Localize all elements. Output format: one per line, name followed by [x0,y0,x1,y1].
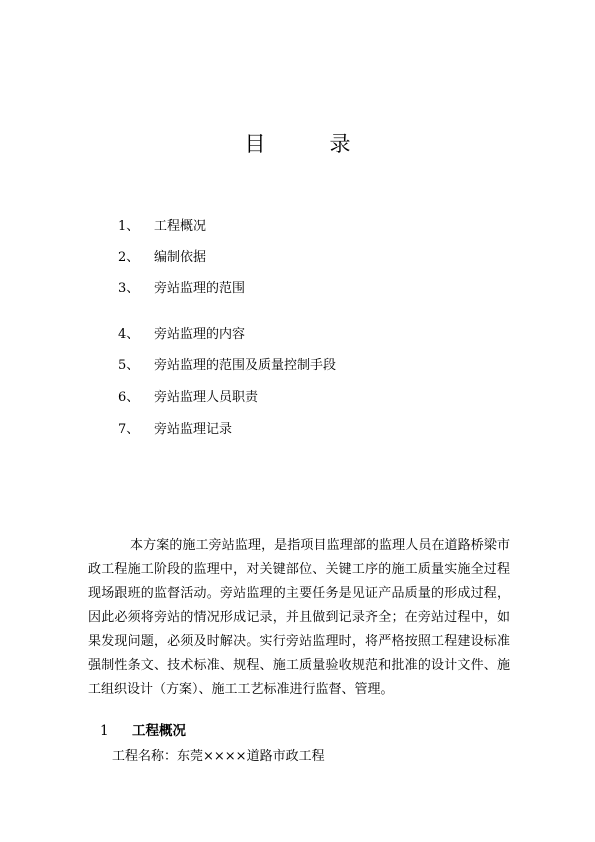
toc-item-number: 7、 [118,422,140,437]
section-heading [100,719,186,739]
project-name: 工程名称：东莞××××道路市政工程 [112,749,325,764]
title-char-2: 录 [329,132,351,156]
toc-item-number: 2、 [118,250,140,265]
toc-item-number: 1、 [118,219,140,234]
section-number: 1 [100,723,109,739]
title-char-1: 目 [244,132,266,156]
toc-item-text: 工程概况 [154,219,207,234]
toc-item-number: 4、 [118,327,140,342]
toc-item-text: 旁站监理人员职责 [154,390,259,405]
toc-item-number: 6、 [118,390,140,405]
page-title [0,128,595,158]
toc-item-number: 5、 [118,358,140,373]
toc-item-text: 编制依据 [154,250,207,265]
toc-item-text: 旁站监理的范围及质量控制手段 [154,358,337,373]
intro-paragraph: 本方案的施工旁站监理，是指项目监理部的监理人员在道路桥梁市政工程施工阶段的监理中，对关键部位、关键工序的施工质量实施全过程现场跟班的监督活动。旁站监理的主要任务是见证产品质量的形成过程，因此必须将旁站的情况形成记录，并且做到记录齐全；在旁站过程中，如果发现问题，必须及时解决。实行旁站监理时，将严格按照工程建设标准强制性条文、技术标准、规程、施工质量验收规范和批准的设计文件、施工组织设计（方案）、施工工艺标准进行监督、管理。 [88,538,510,697]
toc-item-text: 旁站监理的范围 [154,281,246,296]
toc-item-text: 旁站监理的内容 [154,327,246,342]
toc-item-number: 3、 [118,281,140,296]
toc-item-text: 旁站监理记录 [154,422,233,437]
section-title: 工程概况 [132,723,186,739]
